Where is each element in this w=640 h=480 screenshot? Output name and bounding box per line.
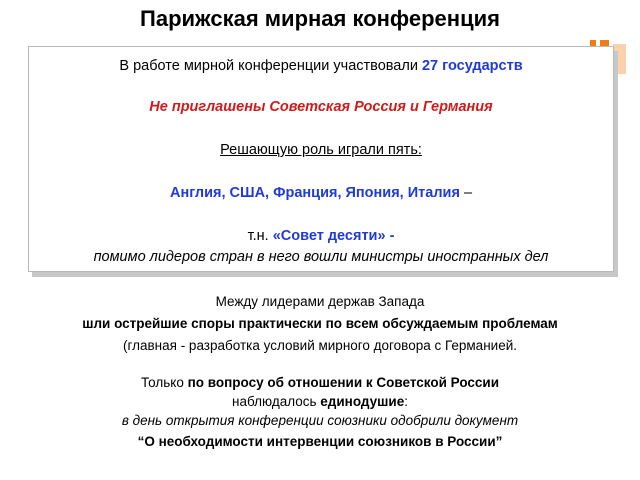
lower-line-3: (главная - разработка условий мирного договора с Германией. xyxy=(122,338,517,353)
ministers-line: помимо лидеров стран в него вошли министры иностранных дел xyxy=(93,249,549,265)
lower-line-5 xyxy=(0,393,640,410)
info-box xyxy=(28,46,614,272)
not-invited-line: Не приглашены Советская Россия и Германия xyxy=(149,99,493,115)
council-line xyxy=(29,227,613,245)
page-title: Парижская мирная конференция xyxy=(140,6,500,31)
lower-line-7: “О необходимости интервенции союзников в России” xyxy=(137,434,503,449)
key-role-line: Решающую роль играли пять: xyxy=(220,142,422,158)
lower-line-5-prefix: наблюдалось xyxy=(232,394,321,409)
lower-line-5-bold: единодушие xyxy=(320,394,405,409)
lower-line-1: Между лидерами держав Запада xyxy=(215,294,425,309)
lower-line-4 xyxy=(0,374,640,391)
lower-line-2: шли острейшие споры практически по всем обсуждаемым проблемам xyxy=(82,316,558,331)
orange-decoration xyxy=(613,44,626,74)
lower-line-6: в день открытия конференции союзники одобрили документ xyxy=(121,413,519,428)
lower-line-5-colon: : xyxy=(404,394,408,409)
participants-line xyxy=(29,57,613,75)
lower-line-4-bold: по вопросу об отношении к Советской России xyxy=(187,375,500,390)
participants-count: 27 государств xyxy=(421,58,523,74)
council-name: «Совет десяти» - xyxy=(272,228,395,244)
lower-line-4-prefix: Только xyxy=(140,375,188,390)
participants-text: В работе мирной конференции участвовали xyxy=(119,58,422,74)
countries-line xyxy=(29,184,613,202)
countries-dash: – xyxy=(459,185,473,201)
countries-list: Англия, США, Франция, Япония, Италия xyxy=(169,185,460,201)
council-prefix: т.н. xyxy=(247,228,273,244)
